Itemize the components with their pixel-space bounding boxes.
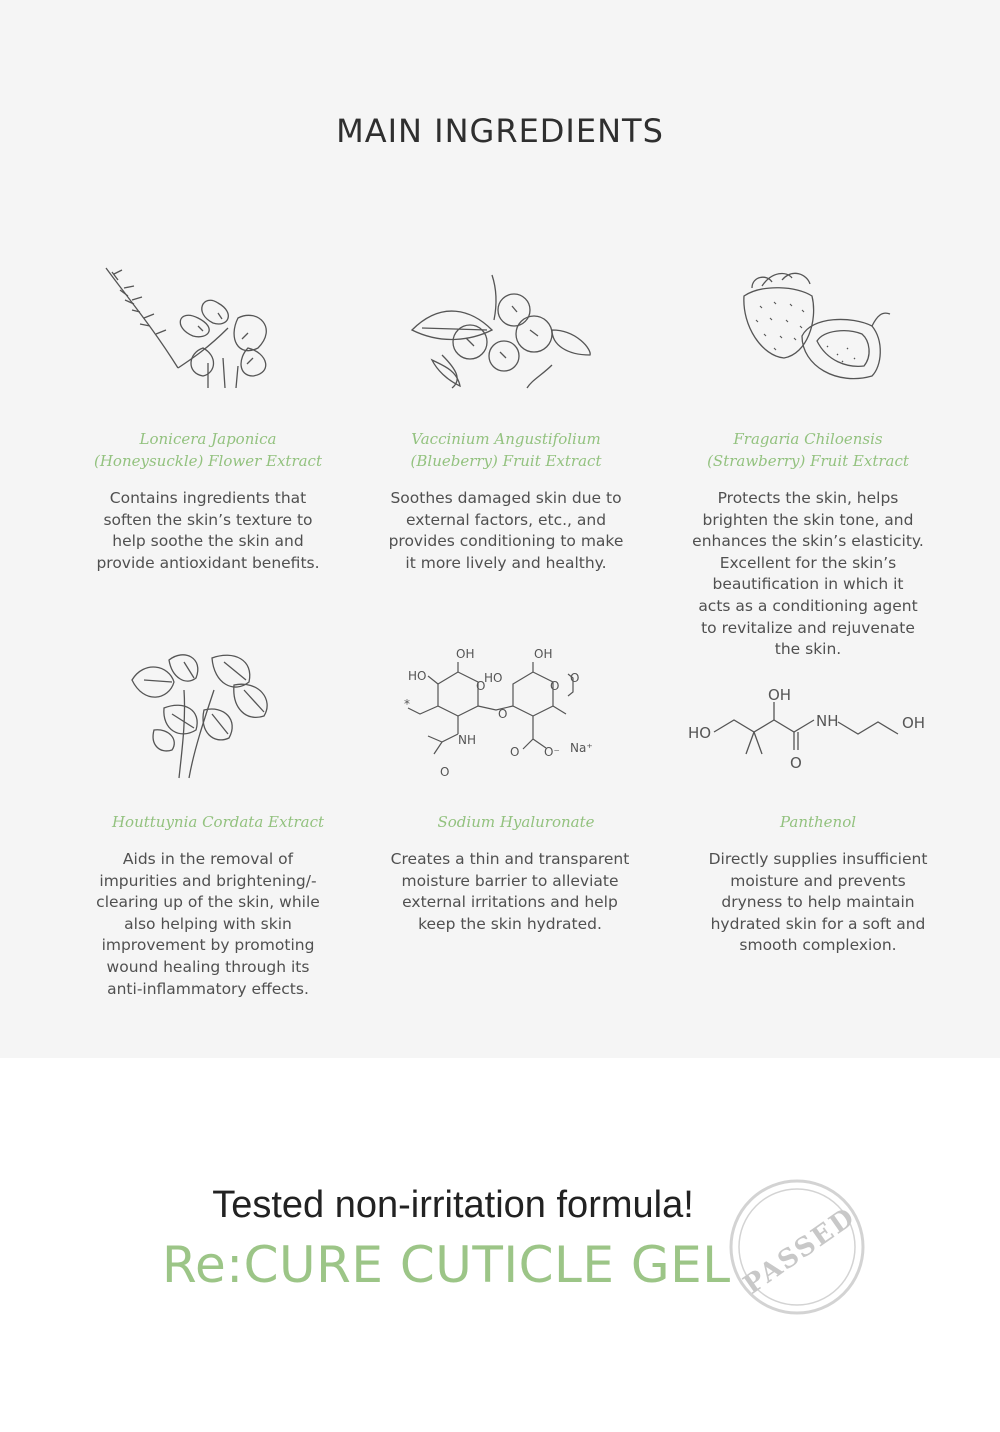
ha-label: OH	[534, 647, 553, 661]
ingredient-description: Soothes damaged skin due to external factors, etc., and provides conditioning to make it more lively and healthy.	[388, 489, 624, 572]
ha-label: O	[550, 679, 560, 693]
section-title: MAIN INGREDIENTS	[336, 112, 664, 150]
passed-stamp-icon	[722, 1172, 872, 1322]
ingredient-description: Aids in the removal of impurities and brightening/- clearing up of the skin, while also helping with skin improvement by promoting wound healing through its anti-inflammatory effects.	[96, 850, 320, 998]
honeysuckle-icon	[98, 258, 308, 398]
ingredient-name: Lonicera Japonica (Honeysuckle) Flower Extract	[94, 430, 322, 470]
ha-label: HO	[408, 669, 427, 683]
ingredient-description: Creates a thin and transparent moisture barrier to alleviate external irritations and help keep the skin hydrated.	[390, 850, 630, 933]
ha-label: OH	[456, 647, 475, 661]
ingredient-name: Houttuynia Cordata Extract	[111, 813, 325, 831]
ha-label: *	[404, 697, 410, 711]
tagline: Tested non-irritation formula!	[212, 1184, 694, 1226]
ha-label: O⁻	[544, 745, 560, 759]
panthenol-label: OH	[768, 686, 792, 704]
ingredient-name: Panthenol	[779, 813, 857, 831]
ingredient-name: Sodium Hyaluronate	[437, 813, 595, 831]
stamp-text: PASSED	[738, 1201, 862, 1301]
blueberry-icon	[402, 270, 598, 390]
ingredient-description: Protects the skin, helps brighten the skin tone, and enhances the skin’s elasticity. Excellent for the skin’s beautification in which it acts as a conditioning agent to revitalize and rejuvenate the skin.	[692, 489, 924, 659]
ha-label: O	[498, 707, 508, 721]
ha-label: NH	[458, 733, 476, 747]
ha-label: O	[440, 765, 450, 779]
ingredient-description: Contains ingredients that soften the skin’s texture to help soothe the skin and provide antioxidant benefits.	[96, 489, 320, 572]
strawberry-icon	[732, 266, 892, 390]
houttuynia-leaf-icon	[124, 650, 278, 780]
ha-label: Na⁺	[570, 741, 593, 755]
panthenol-label: O	[790, 754, 802, 772]
panthenol-label: OH	[902, 714, 926, 732]
ha-label: O	[570, 671, 580, 685]
ingredient-name: Fragaria Chiloensis (Strawberry) Fruit Extract	[707, 430, 909, 470]
ingredient-description: Directly supplies insufficient moisture and prevents dryness to help maintain hydrated skin for a soft and smooth complexion.	[708, 850, 928, 955]
ingredient-name: Vaccinium Angustifolium (Blueberry) Fruit Extract	[410, 430, 602, 470]
panthenol-molecule-icon	[686, 680, 936, 776]
ha-label: O	[476, 679, 486, 693]
ha-label: HO	[484, 671, 503, 685]
ha-label: O	[510, 745, 520, 759]
hyaluronate-molecule-icon	[398, 644, 608, 784]
panthenol-label: NH	[816, 712, 839, 730]
product-name: Re:CURE CUTICLE GEL	[162, 1236, 731, 1294]
panthenol-label: HO	[688, 724, 712, 742]
